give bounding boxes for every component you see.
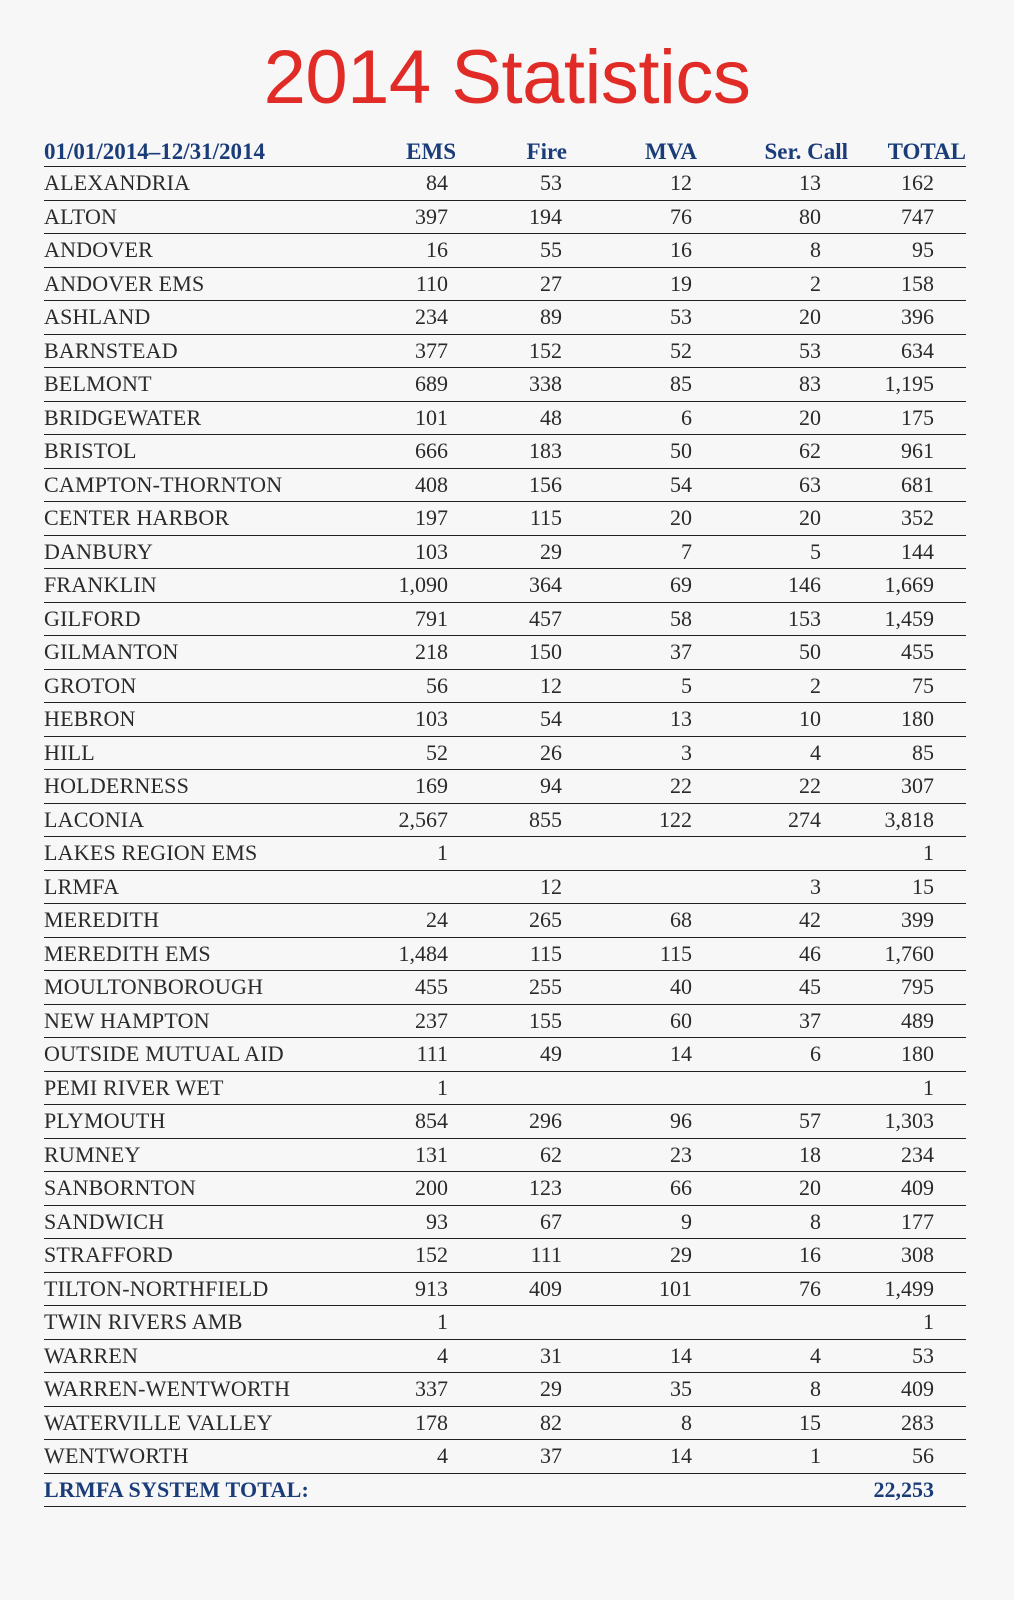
- cell-mva: 37: [589, 636, 719, 670]
- cell-mva: 115: [589, 937, 719, 971]
- row-name: CAMPTON-THORNTON: [44, 468, 360, 502]
- cell-total: 1,499: [848, 1272, 966, 1306]
- cell-total: 1,459: [848, 602, 966, 636]
- cell-ems: 455: [360, 971, 460, 1005]
- row-name: PLYMOUTH: [44, 1105, 360, 1139]
- cell-fire: 150: [460, 636, 589, 670]
- row-name: ANDOVER EMS: [44, 267, 360, 301]
- cell-total: 747: [848, 200, 966, 234]
- row-name: HEBRON: [44, 703, 360, 737]
- cell-ems: 337: [360, 1373, 460, 1407]
- cell-ems: 152: [360, 1239, 460, 1273]
- table-row: [44, 736, 966, 770]
- cell-ser-call: 153: [719, 602, 848, 636]
- cell-fire: 67: [460, 1205, 589, 1239]
- table-row: [44, 1004, 966, 1038]
- cell-mva: 14: [589, 1339, 719, 1373]
- cell-fire: 29: [460, 535, 589, 569]
- table-row: [44, 870, 966, 904]
- cell-total: 15: [848, 870, 966, 904]
- table-row: [44, 1440, 966, 1474]
- cell-ser-call: [719, 1071, 848, 1105]
- row-name: WARREN: [44, 1339, 360, 1373]
- cell-mva: 35: [589, 1373, 719, 1407]
- cell-ser-call: 15: [719, 1406, 848, 1440]
- cell-ser-call: 5: [719, 535, 848, 569]
- cell-fire: 265: [460, 904, 589, 938]
- system-total-row: [44, 1473, 966, 1507]
- cell-mva: 101: [589, 1272, 719, 1306]
- cell-ser-call: 63: [719, 468, 848, 502]
- cell-ems: 178: [360, 1406, 460, 1440]
- table-row: [44, 468, 966, 502]
- cell-mva: 66: [589, 1172, 719, 1206]
- cell-mva: 52: [589, 334, 719, 368]
- table-row: [44, 669, 966, 703]
- cell-total: 352: [848, 502, 966, 536]
- cell-fire: 111: [460, 1239, 589, 1273]
- cell-ems: 218: [360, 636, 460, 670]
- table-row: [44, 1406, 966, 1440]
- row-name: BELMONT: [44, 368, 360, 402]
- table-row: [44, 167, 966, 201]
- cell-ems: 913: [360, 1272, 460, 1306]
- row-name: SANBORNTON: [44, 1172, 360, 1206]
- cell-ser-call: 10: [719, 703, 848, 737]
- system-total-label: LRMFA SYSTEM TOTAL:: [44, 1473, 848, 1507]
- cell-ems: 1,090: [360, 569, 460, 603]
- cell-fire: 12: [460, 669, 589, 703]
- cell-fire: 123: [460, 1172, 589, 1206]
- table-row: [44, 803, 966, 837]
- cell-fire: 255: [460, 971, 589, 1005]
- cell-mva: 76: [589, 200, 719, 234]
- cell-ser-call: 80: [719, 200, 848, 234]
- table-row: [44, 301, 966, 335]
- row-name: WATERVILLE VALLEY: [44, 1406, 360, 1440]
- cell-fire: 115: [460, 937, 589, 971]
- cell-mva: 54: [589, 468, 719, 502]
- cell-fire: 37: [460, 1440, 589, 1474]
- statistics-table: [44, 135, 966, 1507]
- cell-ems: 16: [360, 234, 460, 268]
- row-name: MEREDITH: [44, 904, 360, 938]
- cell-fire: 155: [460, 1004, 589, 1038]
- table-row: [44, 200, 966, 234]
- table-row: [44, 1339, 966, 1373]
- cell-fire: 194: [460, 200, 589, 234]
- cell-ems: 93: [360, 1205, 460, 1239]
- cell-mva: 13: [589, 703, 719, 737]
- cell-mva: [589, 1071, 719, 1105]
- cell-ems: 103: [360, 535, 460, 569]
- cell-ems: 103: [360, 703, 460, 737]
- cell-total: 1,669: [848, 569, 966, 603]
- row-name: WARREN-WENTWORTH: [44, 1373, 360, 1407]
- table-row: [44, 502, 966, 536]
- cell-fire: [460, 1306, 589, 1340]
- cell-fire: 53: [460, 167, 589, 201]
- cell-ems: 1: [360, 1306, 460, 1340]
- cell-mva: 69: [589, 569, 719, 603]
- cell-mva: [589, 1306, 719, 1340]
- cell-ems: 1: [360, 1071, 460, 1105]
- row-name: WENTWORTH: [44, 1440, 360, 1474]
- cell-mva: 3: [589, 736, 719, 770]
- cell-ser-call: 62: [719, 435, 848, 469]
- cell-total: 75: [848, 669, 966, 703]
- cell-ems: 377: [360, 334, 460, 368]
- table-row: [44, 703, 966, 737]
- cell-ems: 197: [360, 502, 460, 536]
- header-ser-call: Ser. Call: [719, 135, 848, 167]
- cell-ems: 666: [360, 435, 460, 469]
- table-row: [44, 1172, 966, 1206]
- cell-mva: 68: [589, 904, 719, 938]
- cell-total: 1: [848, 837, 966, 871]
- cell-fire: 89: [460, 301, 589, 335]
- cell-total: 489: [848, 1004, 966, 1038]
- cell-fire: 115: [460, 502, 589, 536]
- cell-mva: 12: [589, 167, 719, 201]
- cell-mva: 9: [589, 1205, 719, 1239]
- cell-fire: 82: [460, 1406, 589, 1440]
- table-row: [44, 234, 966, 268]
- page-title: 2014 Statistics: [263, 35, 751, 120]
- cell-ser-call: 2: [719, 267, 848, 301]
- cell-total: 1: [848, 1071, 966, 1105]
- cell-total: 399: [848, 904, 966, 938]
- cell-mva: 14: [589, 1038, 719, 1072]
- cell-ems: 84: [360, 167, 460, 201]
- cell-fire: 49: [460, 1038, 589, 1072]
- table-row: [44, 1306, 966, 1340]
- cell-ems: 237: [360, 1004, 460, 1038]
- cell-total: 56: [848, 1440, 966, 1474]
- cell-mva: 8: [589, 1406, 719, 1440]
- cell-total: 180: [848, 703, 966, 737]
- cell-total: 3,818: [848, 803, 966, 837]
- header-row: [44, 135, 966, 167]
- header-fire: Fire: [460, 135, 589, 167]
- cell-mva: [589, 870, 719, 904]
- cell-fire: 152: [460, 334, 589, 368]
- cell-fire: 183: [460, 435, 589, 469]
- cell-ems: 1,484: [360, 937, 460, 971]
- table-body: [44, 167, 966, 1474]
- cell-ser-call: 6: [719, 1038, 848, 1072]
- cell-fire: 855: [460, 803, 589, 837]
- cell-ems: 101: [360, 401, 460, 435]
- cell-ems: 56: [360, 669, 460, 703]
- row-name: NEW HAMPTON: [44, 1004, 360, 1038]
- row-name: FRANKLIN: [44, 569, 360, 603]
- cell-ser-call: 20: [719, 301, 848, 335]
- cell-ems: 200: [360, 1172, 460, 1206]
- cell-ems: 4: [360, 1440, 460, 1474]
- cell-mva: 5: [589, 669, 719, 703]
- cell-ser-call: 1: [719, 1440, 848, 1474]
- cell-mva: 85: [589, 368, 719, 402]
- cell-fire: 31: [460, 1339, 589, 1373]
- row-name: GILFORD: [44, 602, 360, 636]
- table-row: [44, 971, 966, 1005]
- row-name: BRISTOL: [44, 435, 360, 469]
- cell-ser-call: 146: [719, 569, 848, 603]
- row-name: STRAFFORD: [44, 1239, 360, 1273]
- cell-ser-call: 83: [719, 368, 848, 402]
- table-row: [44, 535, 966, 569]
- header-mva: MVA: [589, 135, 719, 167]
- cell-fire: 457: [460, 602, 589, 636]
- row-name: ANDOVER: [44, 234, 360, 268]
- cell-ser-call: 8: [719, 234, 848, 268]
- cell-ems: 111: [360, 1038, 460, 1072]
- cell-fire: 27: [460, 267, 589, 301]
- table-row: [44, 1239, 966, 1273]
- system-total-value: 22,253: [848, 1473, 966, 1507]
- cell-total: 85: [848, 736, 966, 770]
- cell-mva: 22: [589, 770, 719, 804]
- cell-mva: 40: [589, 971, 719, 1005]
- cell-ser-call: 20: [719, 1172, 848, 1206]
- row-name: TWIN RIVERS AMB: [44, 1306, 360, 1340]
- cell-ems: 2,567: [360, 803, 460, 837]
- cell-total: 95: [848, 234, 966, 268]
- cell-ems: [360, 870, 460, 904]
- cell-ser-call: 16: [719, 1239, 848, 1273]
- table-row: [44, 267, 966, 301]
- row-name: PEMI RIVER WET: [44, 1071, 360, 1105]
- cell-ems: 397: [360, 200, 460, 234]
- cell-mva: 6: [589, 401, 719, 435]
- cell-ser-call: 2: [719, 669, 848, 703]
- cell-ems: 854: [360, 1105, 460, 1139]
- cell-total: 144: [848, 535, 966, 569]
- table-row: [44, 770, 966, 804]
- cell-mva: 53: [589, 301, 719, 335]
- cell-ems: 110: [360, 267, 460, 301]
- cell-ser-call: 13: [719, 167, 848, 201]
- cell-mva: 96: [589, 1105, 719, 1139]
- cell-total: 1: [848, 1306, 966, 1340]
- row-name: LACONIA: [44, 803, 360, 837]
- cell-ser-call: 46: [719, 937, 848, 971]
- row-name: CENTER HARBOR: [44, 502, 360, 536]
- cell-ems: 131: [360, 1138, 460, 1172]
- header-date-range: 01/01/2014–12/31/2014: [44, 135, 360, 167]
- row-name: HOLDERNESS: [44, 770, 360, 804]
- cell-ser-call: 3: [719, 870, 848, 904]
- table-row: [44, 602, 966, 636]
- cell-total: 681: [848, 468, 966, 502]
- cell-fire: 62: [460, 1138, 589, 1172]
- row-name: TILTON-NORTHFIELD: [44, 1272, 360, 1306]
- cell-total: 1,195: [848, 368, 966, 402]
- cell-mva: 19: [589, 267, 719, 301]
- table-row: [44, 435, 966, 469]
- row-name: ALTON: [44, 200, 360, 234]
- table-row: [44, 334, 966, 368]
- cell-fire: 409: [460, 1272, 589, 1306]
- cell-mva: 20: [589, 502, 719, 536]
- cell-ser-call: 45: [719, 971, 848, 1005]
- cell-ser-call: 4: [719, 1339, 848, 1373]
- cell-total: 180: [848, 1038, 966, 1072]
- row-name: GROTON: [44, 669, 360, 703]
- cell-fire: [460, 837, 589, 871]
- cell-fire: 48: [460, 401, 589, 435]
- cell-fire: 12: [460, 870, 589, 904]
- row-name: LRMFA: [44, 870, 360, 904]
- cell-total: 175: [848, 401, 966, 435]
- cell-total: 308: [848, 1239, 966, 1273]
- cell-total: 1,303: [848, 1105, 966, 1139]
- table-row: [44, 636, 966, 670]
- table-row: [44, 1138, 966, 1172]
- cell-mva: [589, 837, 719, 871]
- cell-total: 961: [848, 435, 966, 469]
- header-total: TOTAL: [848, 135, 966, 167]
- cell-total: 53: [848, 1339, 966, 1373]
- row-name: ALEXANDRIA: [44, 167, 360, 201]
- row-name: BARNSTEAD: [44, 334, 360, 368]
- cell-fire: 54: [460, 703, 589, 737]
- cell-mva: 7: [589, 535, 719, 569]
- cell-ems: 1: [360, 837, 460, 871]
- row-name: ASHLAND: [44, 301, 360, 335]
- cell-ser-call: 37: [719, 1004, 848, 1038]
- row-name: MOULTONBOROUGH: [44, 971, 360, 1005]
- row-name: MEREDITH EMS: [44, 937, 360, 971]
- table-row: [44, 569, 966, 603]
- cell-ser-call: 20: [719, 502, 848, 536]
- cell-mva: 29: [589, 1239, 719, 1273]
- cell-ser-call: 42: [719, 904, 848, 938]
- cell-ems: 24: [360, 904, 460, 938]
- cell-ser-call: 20: [719, 401, 848, 435]
- cell-fire: 364: [460, 569, 589, 603]
- cell-total: 634: [848, 334, 966, 368]
- header-ems: EMS: [360, 135, 460, 167]
- cell-ser-call: 50: [719, 636, 848, 670]
- table-row: [44, 1373, 966, 1407]
- cell-fire: 296: [460, 1105, 589, 1139]
- cell-ems: 791: [360, 602, 460, 636]
- table-row: [44, 937, 966, 971]
- cell-total: 283: [848, 1406, 966, 1440]
- cell-ems: 408: [360, 468, 460, 502]
- row-name: OUTSIDE MUTUAL AID: [44, 1038, 360, 1072]
- cell-ser-call: [719, 837, 848, 871]
- table-row: [44, 401, 966, 435]
- cell-ser-call: 18: [719, 1138, 848, 1172]
- cell-fire: 338: [460, 368, 589, 402]
- cell-mva: 16: [589, 234, 719, 268]
- cell-ser-call: 22: [719, 770, 848, 804]
- table-row: [44, 1071, 966, 1105]
- cell-total: 234: [848, 1138, 966, 1172]
- row-name: DANBURY: [44, 535, 360, 569]
- cell-ser-call: 8: [719, 1373, 848, 1407]
- cell-fire: 94: [460, 770, 589, 804]
- table-row: [44, 368, 966, 402]
- row-name: HILL: [44, 736, 360, 770]
- row-name: SANDWICH: [44, 1205, 360, 1239]
- cell-total: 396: [848, 301, 966, 335]
- cell-ems: 52: [360, 736, 460, 770]
- cell-mva: 23: [589, 1138, 719, 1172]
- table-row: [44, 1105, 966, 1139]
- table-row: [44, 904, 966, 938]
- cell-mva: 122: [589, 803, 719, 837]
- cell-fire: 156: [460, 468, 589, 502]
- cell-ser-call: 57: [719, 1105, 848, 1139]
- cell-total: 162: [848, 167, 966, 201]
- cell-ser-call: 4: [719, 736, 848, 770]
- cell-total: 158: [848, 267, 966, 301]
- cell-ems: 4: [360, 1339, 460, 1373]
- table-row: [44, 1272, 966, 1306]
- row-name: RUMNEY: [44, 1138, 360, 1172]
- cell-fire: [460, 1071, 589, 1105]
- cell-ser-call: 53: [719, 334, 848, 368]
- row-name: GILMANTON: [44, 636, 360, 670]
- cell-total: 1,760: [848, 937, 966, 971]
- cell-total: 409: [848, 1373, 966, 1407]
- cell-fire: 26: [460, 736, 589, 770]
- cell-mva: 14: [589, 1440, 719, 1474]
- cell-ems: 689: [360, 368, 460, 402]
- table-row: [44, 1205, 966, 1239]
- cell-total: 455: [848, 636, 966, 670]
- cell-ser-call: 76: [719, 1272, 848, 1306]
- cell-ems: 234: [360, 301, 460, 335]
- cell-total: 177: [848, 1205, 966, 1239]
- cell-total: 409: [848, 1172, 966, 1206]
- cell-total: 795: [848, 971, 966, 1005]
- cell-mva: 58: [589, 602, 719, 636]
- cell-ems: 169: [360, 770, 460, 804]
- cell-fire: 29: [460, 1373, 589, 1407]
- cell-mva: 60: [589, 1004, 719, 1038]
- cell-ser-call: 8: [719, 1205, 848, 1239]
- cell-mva: 50: [589, 435, 719, 469]
- row-name: BRIDGEWATER: [44, 401, 360, 435]
- cell-ser-call: [719, 1306, 848, 1340]
- row-name: LAKES REGION EMS: [44, 837, 360, 871]
- cell-fire: 55: [460, 234, 589, 268]
- table-row: [44, 1038, 966, 1072]
- cell-total: 307: [848, 770, 966, 804]
- table-row: [44, 837, 966, 871]
- cell-ser-call: 274: [719, 803, 848, 837]
